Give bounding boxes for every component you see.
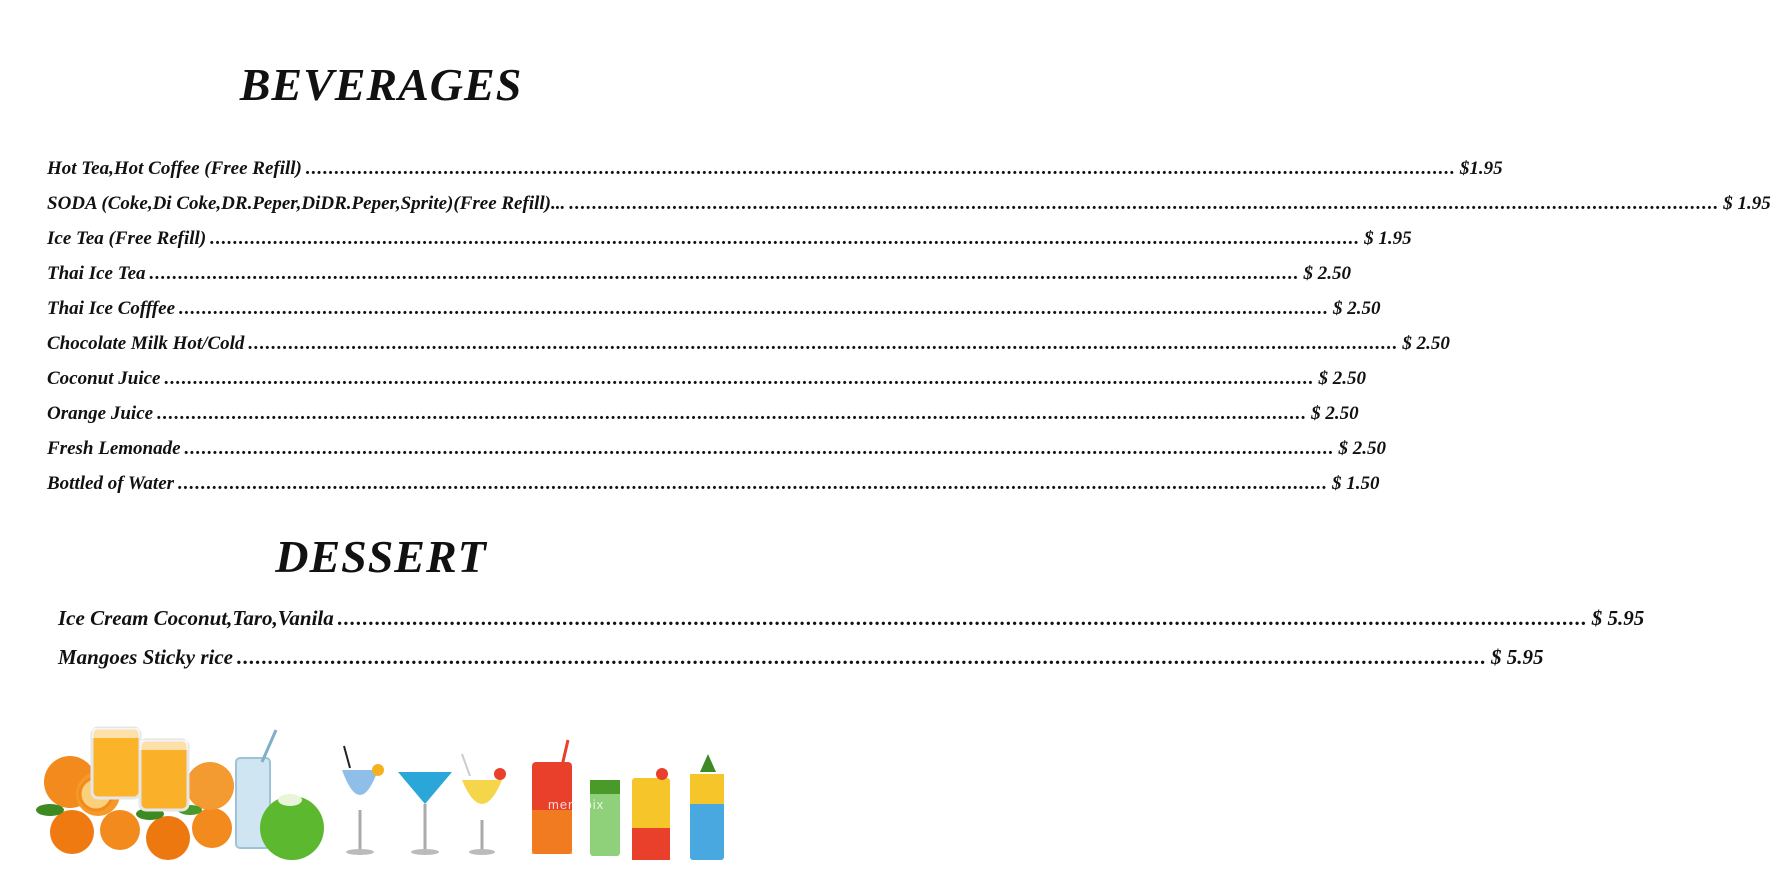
item-name: Ice Tea (Free Refill): [47, 228, 207, 249]
martini-glass-icon: [398, 772, 452, 855]
item-name: Hot Tea,Hot Coffee (Free Refill): [47, 158, 302, 179]
beverage-item: [47, 368, 1366, 396]
dot-leader: ........................................................................................................................................................................................................: [178, 473, 1329, 494]
item-name: Fresh Lemonade: [47, 438, 181, 459]
item-name: Mangoes Sticky rice: [58, 645, 233, 669]
dot-leader: ........................................................................................................................................................................................................: [569, 193, 1720, 214]
item-price: $ 2.50: [1402, 333, 1450, 354]
beverage-item: [47, 333, 1450, 361]
beverage-item: [47, 263, 1352, 291]
dot-leader: ........................................................................................................................................................................................................: [157, 403, 1308, 424]
dot-leader: ........................................................................................................................................................................................................: [164, 368, 1315, 389]
dot-leader: ........................................................................................................................................................................................................: [337, 606, 1588, 630]
beverage-item: [47, 228, 1412, 256]
item-price: $ 5.95: [1591, 606, 1645, 630]
item-price: $ 2.50: [1338, 438, 1387, 459]
dot-leader: ........................................................................................................................................................................................................: [248, 333, 1399, 354]
beverage-item: [47, 298, 1381, 326]
item-name: Orange Juice: [47, 403, 154, 424]
item-name: Bottled of Water: [47, 473, 175, 494]
item-price: $ 2.50: [1333, 298, 1381, 319]
beverages-heading: BEVERAGES: [239, 59, 523, 110]
item-price: $ 1.95: [1364, 228, 1412, 249]
dessert-item: [58, 645, 1544, 677]
juice-glass-icon: [140, 740, 188, 810]
item-name: Coconut Juice: [47, 368, 161, 389]
dot-leader: ........................................................................................................................................................................................................: [184, 438, 1335, 459]
item-price: $ 2.50: [1318, 368, 1366, 389]
dot-leader: ........................................................................................................................................................................................................: [210, 228, 1361, 249]
item-price: $ 2.50: [1303, 263, 1352, 284]
mojito-glass-icon: [590, 780, 620, 856]
item-price: $ 1.50: [1332, 473, 1380, 494]
watermark: menupix: [548, 797, 605, 812]
dessert-item: [58, 606, 1645, 638]
beverage-item: [47, 193, 1771, 221]
pina-colada-glass-icon: [462, 754, 506, 855]
beverage-item: [47, 473, 1380, 501]
item-price: $1.95: [1459, 158, 1503, 179]
dot-leader: ........................................................................................................................................................................................................: [236, 645, 1487, 669]
drinks-illustration: [0, 710, 762, 883]
item-name: Thai Ice Cofffee: [47, 298, 176, 319]
beverage-item: [47, 403, 1359, 431]
dot-leader: ........................................................................................................................................................................................................: [149, 263, 1300, 284]
beverage-item: [47, 158, 1503, 186]
cocktail-glass-icon: [342, 746, 384, 855]
item-name: Thai Ice Tea: [47, 263, 146, 284]
item-name: SODA (Coke,Di Coke,DR.Peper,DiDR.Peper,Sprite)(Free Refill)...: [47, 193, 566, 214]
blue-cocktail-icon: [690, 754, 724, 860]
beverage-item: [47, 438, 1387, 466]
sunrise-cocktail-icon: [632, 768, 670, 860]
juice-glass-icon: [92, 728, 140, 798]
dot-leader: ........................................................................................................................................................................................................: [179, 298, 1330, 319]
dot-leader: ........................................................................................................................................................................................................: [305, 158, 1456, 179]
dessert-heading: DESSERT: [275, 531, 487, 582]
item-price: $ 2.50: [1311, 403, 1359, 424]
item-name: Ice Cream Coconut,Taro,Vanila: [58, 606, 334, 630]
item-price: $ 1.95: [1723, 193, 1771, 214]
item-name: Chocolate Milk Hot/Cold: [47, 333, 245, 354]
item-price: $ 5.95: [1490, 645, 1544, 669]
